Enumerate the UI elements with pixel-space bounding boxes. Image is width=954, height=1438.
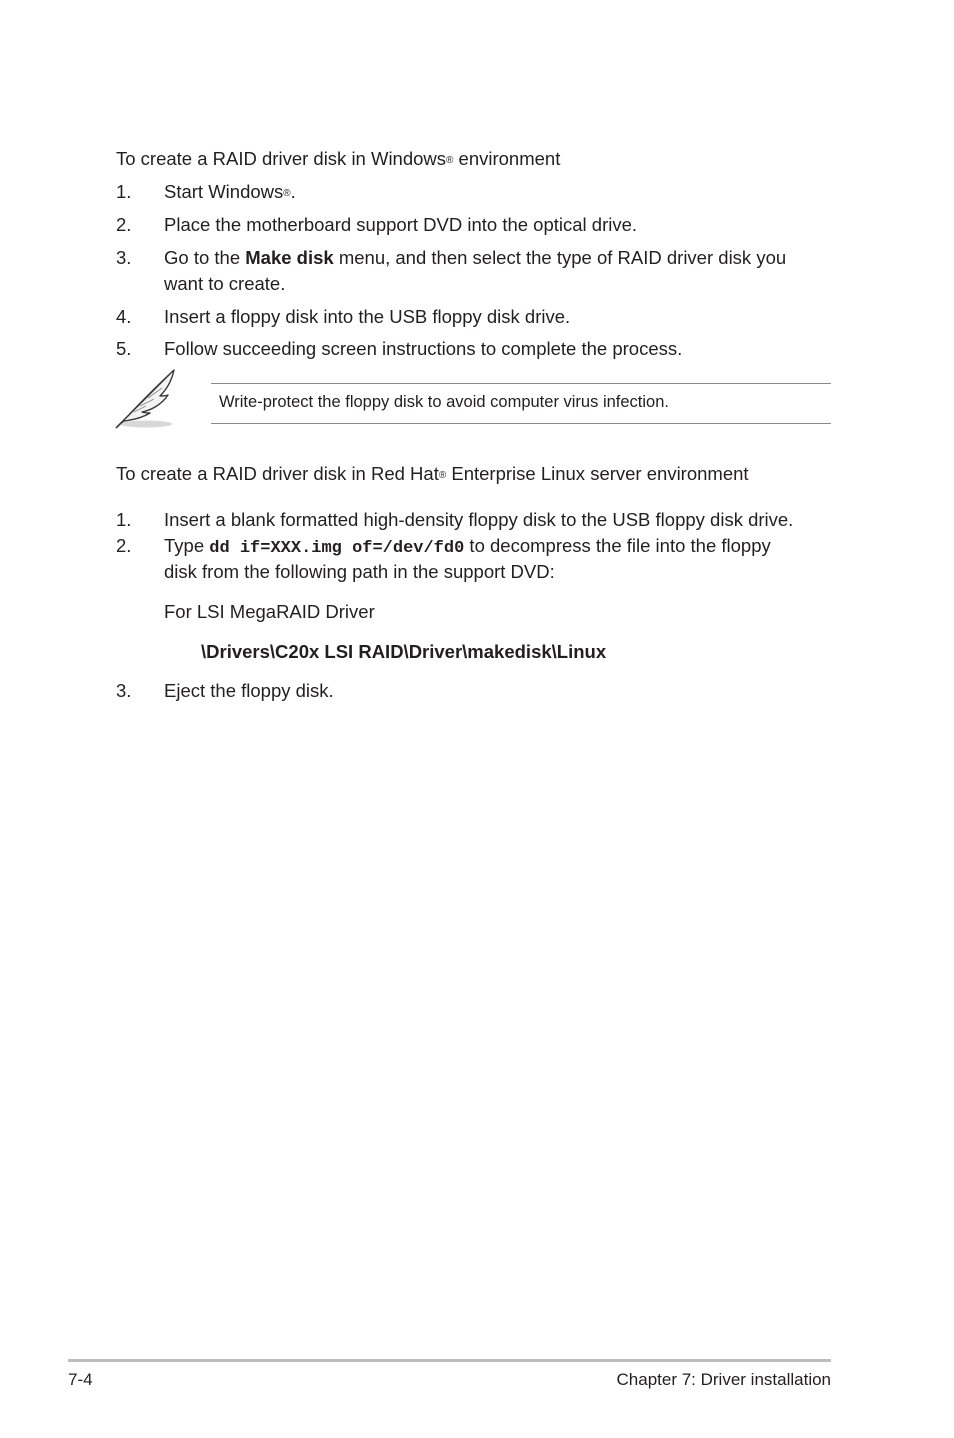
step-number: 1. [116, 509, 132, 530]
step-number: 2. [116, 214, 132, 235]
section1-intro-text: To create a RAID driver disk in Windows [116, 148, 447, 169]
step-text-post: menu, and then select the type of RAID driver disk you [333, 247, 787, 268]
section2-intro-suffix: Enterprise Linux server environment [446, 463, 749, 484]
step-text: Follow succeeding screen instructions to complete the process. [164, 338, 683, 359]
note-text: Write-protect the floppy disk to avoid computer virus infection. [219, 393, 669, 411]
step-text-pre: Go to the [164, 247, 246, 268]
registered-mark: ® [283, 188, 291, 199]
step-text-pre: Type [164, 535, 210, 556]
feather-pen-icon [112, 366, 182, 430]
dd-command: dd if=XXX.img of=/dev/fd0 [209, 539, 465, 558]
step-text-post: to decompress the file into the floppy [464, 535, 771, 556]
note-bottom-rule [211, 423, 831, 424]
step-text-continued: disk from the following path in the support DVD: [164, 561, 555, 582]
step-text [164, 179, 296, 205]
step-text: Eject the floppy disk. [164, 680, 334, 701]
step-text: Insert a floppy disk into the USB floppy disk drive. [164, 306, 571, 327]
section2-intro [116, 461, 749, 487]
make-disk-menu-label: Make disk [245, 247, 334, 268]
step-number: 3. [116, 680, 132, 701]
step-number: 5. [116, 338, 132, 359]
note-top-rule [211, 383, 831, 384]
registered-mark: ® [446, 155, 454, 166]
step-number: 3. [116, 247, 132, 268]
section2-intro-text: To create a RAID driver disk in Red Hat [116, 463, 439, 484]
step-number: 1. [116, 181, 132, 202]
step-text-pre: Start Windows [164, 181, 284, 202]
step-number: 2. [116, 535, 132, 556]
step-text [164, 245, 786, 271]
step-text: Place the motherboard support DVD into the optical drive. [164, 214, 638, 235]
step-number: 4. [116, 306, 132, 327]
footer-rule [68, 1359, 831, 1362]
chapter-title: Chapter 7: Driver installation [616, 1370, 831, 1389]
step-text: Insert a blank formatted high-density floppy disk to the USB floppy disk drive. [164, 509, 794, 530]
step-text-post: . [290, 181, 296, 202]
step-text [164, 533, 771, 562]
section1-intro-suffix: environment [453, 148, 561, 169]
driver-path: \Drivers\C20x LSI RAID\Driver\makedisk\Linux [201, 641, 607, 662]
step-text-continued: want to create. [164, 273, 286, 294]
registered-mark: ® [438, 470, 447, 481]
driver-label: For LSI MegaRAID Driver [164, 601, 375, 622]
page-number: 7-4 [68, 1370, 93, 1389]
section1-intro [116, 146, 560, 172]
